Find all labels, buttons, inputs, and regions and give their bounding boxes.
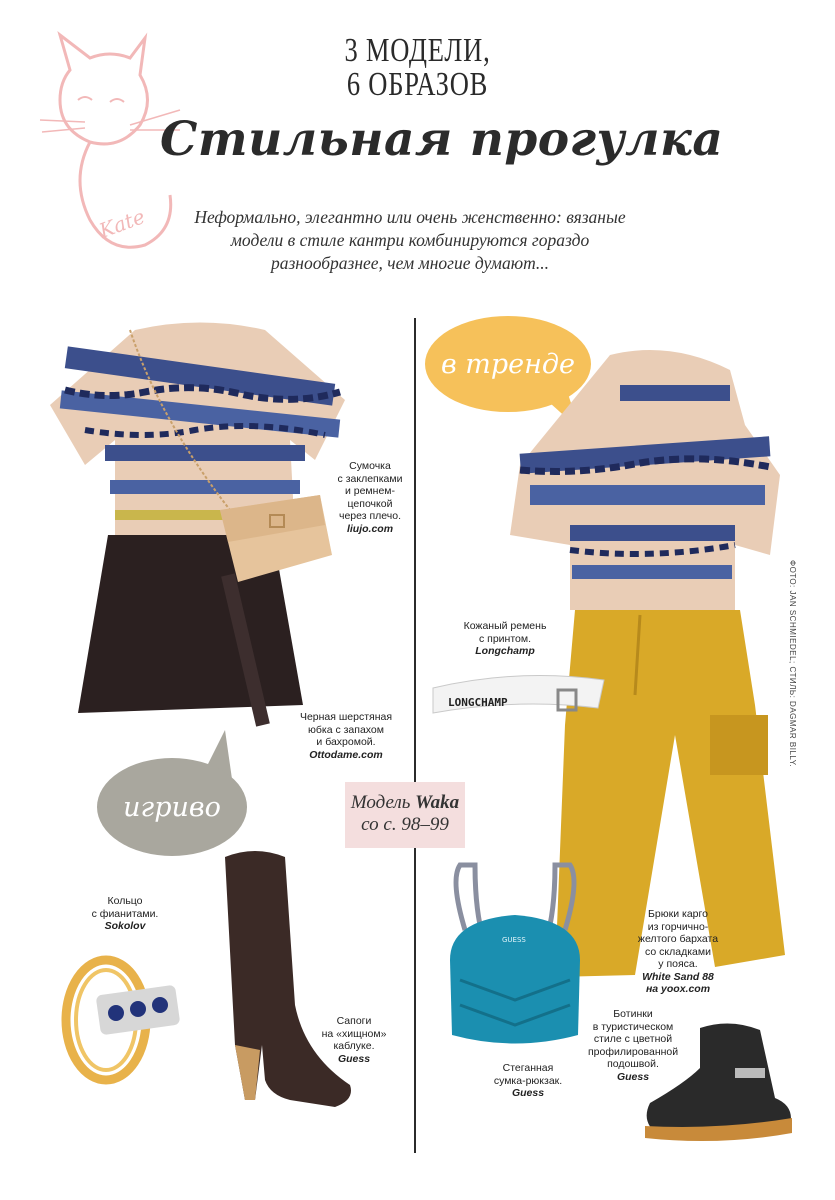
caption-trousers-line: из горчично- (647, 920, 709, 933)
caption-ring (85, 895, 165, 933)
caption-shoes-line: в туристическом (592, 1020, 674, 1033)
caption-backpack-brand: Guess (511, 1087, 545, 1099)
caption-ring-line: с фианитами. (91, 907, 159, 920)
photo-credit: ФОТО: JAN SCHMIEDEL; СТИЛЬ: DAGMAR BILLY. (788, 560, 797, 768)
caption-belt-line: Кожаный ремень (463, 620, 547, 632)
caption-skirt-line: Черная шерстяная (299, 711, 393, 723)
caption-ring-brand: Sokolov (104, 920, 146, 932)
caption-trousers-line: Брюки карго (648, 908, 708, 920)
caption-boots (314, 1015, 394, 1065)
caption-skirt-brand: Ottodame.com (309, 748, 383, 761)
lede: Неформально, элегантно или очень женственно: вязаные модели в стиле кантри комбинируются гораздо разнообразнее, чем многие думают... (194, 207, 626, 273)
caption-trousers-brand: White Sand 88 (642, 970, 714, 983)
caption-belt-brand: Longchamp (475, 645, 535, 657)
caption-bag (330, 460, 410, 535)
caption-shoes-line: стиле с цветной (593, 1033, 673, 1045)
logo-text: Kate (95, 204, 148, 243)
caption-bag-line: цепочкой (347, 497, 393, 510)
model-name: Waka (415, 792, 460, 813)
caption-shoes (588, 1008, 678, 1083)
caption-belt (450, 620, 560, 658)
caption-backpack-line: Стеганная (502, 1062, 554, 1074)
boot-image (210, 845, 360, 1115)
kicker-line-1: 3 МОДЕЛИ, (344, 32, 491, 69)
caption-skirt-line: юбка с запахом (307, 723, 384, 736)
caption-bag-line: Сумочка (349, 460, 391, 472)
caption-boots-line: на «хищном» (321, 1027, 387, 1040)
caption-bag-line: с заклепками (337, 472, 403, 485)
headline: Стильная прогулка (160, 112, 724, 167)
caption-trousers-line: у пояса. (658, 958, 698, 970)
caption-boots-line: каблуке. (333, 1040, 375, 1052)
caption-bag-line: через плечо. (338, 510, 402, 522)
caption-trousers-line: желтого бархата (637, 933, 719, 945)
caption-shoes-line: профилированной (588, 1045, 679, 1058)
ring-image (58, 945, 188, 1095)
model-pages: со с. 98–99 (361, 814, 449, 835)
caption-backpack (478, 1062, 578, 1100)
caption-trousers (628, 908, 728, 996)
caption-skirt (296, 711, 396, 761)
caption-shoes-line: Ботинки (613, 1008, 653, 1020)
bubble-right: в тренде (425, 316, 591, 412)
caption-bag-line: и ремнем- (344, 485, 396, 497)
bubble-left: игриво (97, 758, 247, 856)
belt-image (428, 668, 610, 728)
backpack-image (440, 860, 590, 1055)
caption-backpack-line: сумка-рюкзак. (493, 1074, 563, 1087)
column-divider (414, 318, 416, 1153)
belt-print-text: LONGCHAMP (448, 696, 508, 709)
caption-bag-brand: liujo.com (346, 522, 394, 535)
caption-shoes-brand: Guess (616, 1070, 650, 1083)
kicker-line-2: 6 ОБРАЗОВ (346, 66, 489, 103)
caption-boots-brand: Guess (337, 1052, 371, 1065)
model-prefix: Модель (350, 792, 411, 813)
caption-trousers-brand-2: на yoox.com (645, 983, 711, 995)
caption-shoes-line: подошвой. (607, 1058, 659, 1070)
model-reference-box (345, 782, 465, 848)
caption-ring-line: Кольцо (107, 895, 143, 907)
caption-belt-line: с принтом. (478, 632, 532, 645)
caption-trousers-line: со складками (645, 945, 711, 958)
caption-boots-line: Сапоги (336, 1015, 372, 1027)
backpack-logo-text: GUESS (502, 936, 526, 944)
sweater-image-right (500, 345, 785, 615)
bag-image (120, 320, 340, 600)
caption-skirt-line: и бахромой. (316, 736, 376, 748)
